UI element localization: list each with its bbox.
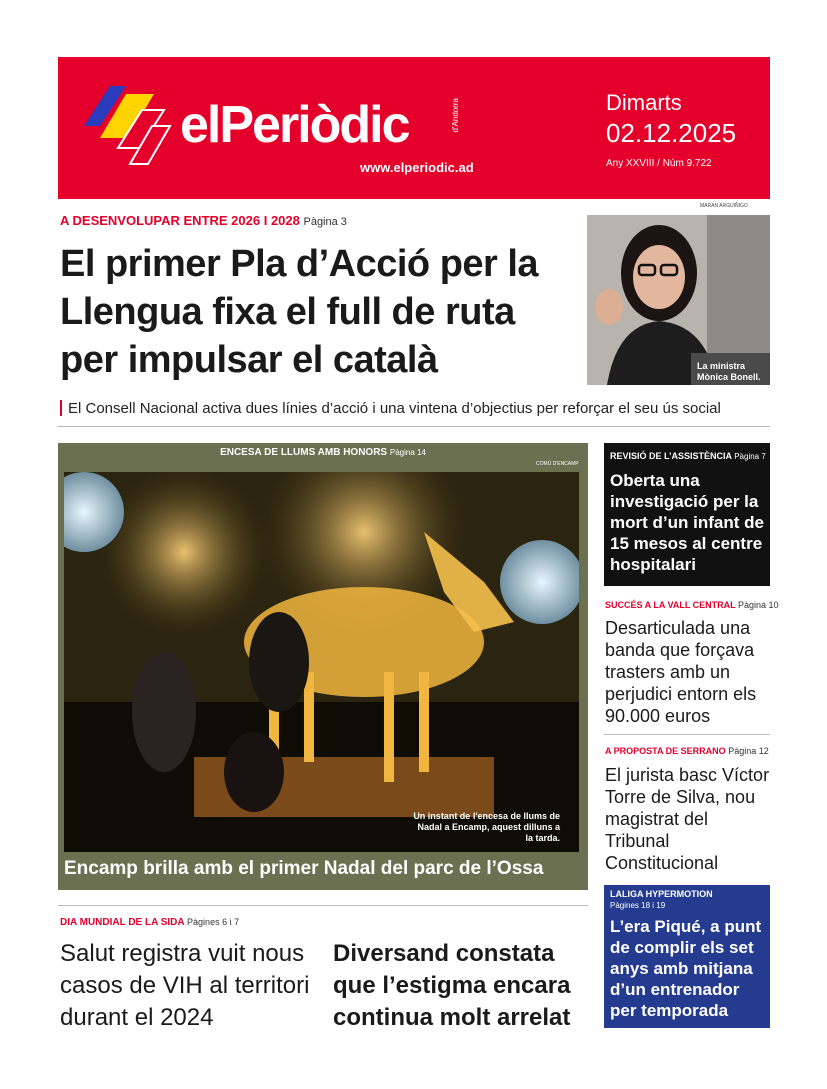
issue-number: Any XXVIII / Núm 9.722	[606, 158, 712, 169]
site-url[interactable]: www.elperiodic.ad	[360, 160, 474, 175]
hospital-kicker-label: REVISIÓ DE L’ASSISTÈNCIA	[610, 451, 732, 461]
christmas-lights-image	[64, 472, 579, 852]
robbery-page-ref: Pàgina 10	[738, 600, 779, 610]
aids-page-ref: Pàgines 6 i 7	[187, 917, 240, 927]
feature-photo-credit: COMÚ D'ENCAMP	[536, 461, 579, 467]
jurist-headline[interactable]: El jurista basc Víctor Torre de Silva, nou magistrat del Tribunal Constitucional	[605, 765, 770, 873]
lead-page-ref: Pàgina 3	[303, 216, 347, 228]
robbery-kicker	[605, 600, 779, 610]
robbery-headline[interactable]: Desarticulada una banda que forçava trasters amb un perjudici entorn els 90.000 euros	[605, 618, 757, 726]
aids-kicker-label: DIA MUNDIAL DE LA SIDA	[60, 917, 185, 928]
lead-kicker	[60, 213, 347, 228]
lead-photo-credit: MARAN ARGUIÑIGO	[700, 203, 748, 209]
logo-subtitle: d'Andorra	[451, 98, 460, 133]
issue-day: Dimarts	[606, 90, 682, 115]
feature-photo[interactable]	[64, 472, 579, 852]
caption-line-2: Mònica Bonell.	[697, 372, 761, 382]
divider	[604, 734, 770, 735]
lead-headline[interactable]: El primer Pla d’Acció per la Llengua fixa el full de ruta per impulsar el català	[60, 243, 539, 381]
lead-photo-caption	[697, 361, 761, 383]
caption-line-1: La ministra	[697, 361, 746, 371]
robbery-kicker-label: SUCCÉS A LA VALL CENTRAL	[605, 600, 736, 610]
sports-kicker	[610, 889, 713, 911]
logo-wordmark[interactable]: elPeriòdic	[180, 96, 409, 154]
hospital-kicker	[610, 451, 766, 461]
aids-headline[interactable]: Salut registra vuit nous casos de VIH al territori durant el 2024	[60, 940, 310, 1031]
divider	[58, 905, 588, 906]
aids-kicker	[60, 917, 239, 928]
lead-subhead: El Consell Nacional activa dues línies d’acció i una vintena d’objectius per reforçar el seu ús social	[68, 400, 721, 417]
jurist-kicker	[605, 746, 769, 756]
jurist-kicker-label: A PROPOSTA DE SERRANO	[605, 746, 726, 756]
feature-kicker	[58, 447, 588, 458]
sports-headline[interactable]: L’era Piqué, a punt de complir els set anys amb mitjana d’un entrenador per temporada	[610, 917, 762, 1020]
lead-kicker-label: A DESENVOLUPAR ENTRE 2026 I 2028	[60, 213, 300, 228]
lead-photo[interactable]	[587, 215, 770, 385]
issue-date: 02.12.2025	[606, 118, 737, 148]
feature-page-ref: Pàgina 14	[389, 448, 426, 457]
feature-kicker-label: ENCESA DE LLUMS AMB HONORS	[220, 447, 388, 458]
minister-portrait-image	[587, 215, 770, 385]
diversand-headline[interactable]: Diversand constata que l’estigma encara continua molt arrelat	[333, 940, 571, 1031]
hospital-page-ref: Pàgina 7	[734, 452, 766, 461]
divider	[58, 426, 770, 427]
sports-page-ref: Pàgines 18 i 19	[610, 901, 666, 910]
feature-headline[interactable]: Encamp brilla amb el primer Nadal del parc de l’Ossa	[64, 858, 544, 879]
logo-flag-icon	[82, 86, 172, 166]
sports-kicker-label: LALIGA HYPERMOTION	[610, 889, 713, 899]
hospital-headline[interactable]: Oberta una investigació per la mort d’un infant de 15 mesos al centre hospitalari	[610, 471, 764, 574]
jurist-page-ref: Pàgina 12	[728, 746, 769, 756]
feature-photo-caption: Un instant de l'encesa de llums de Nadal a Encamp, aquest dilluns a la tarda.	[413, 811, 560, 843]
